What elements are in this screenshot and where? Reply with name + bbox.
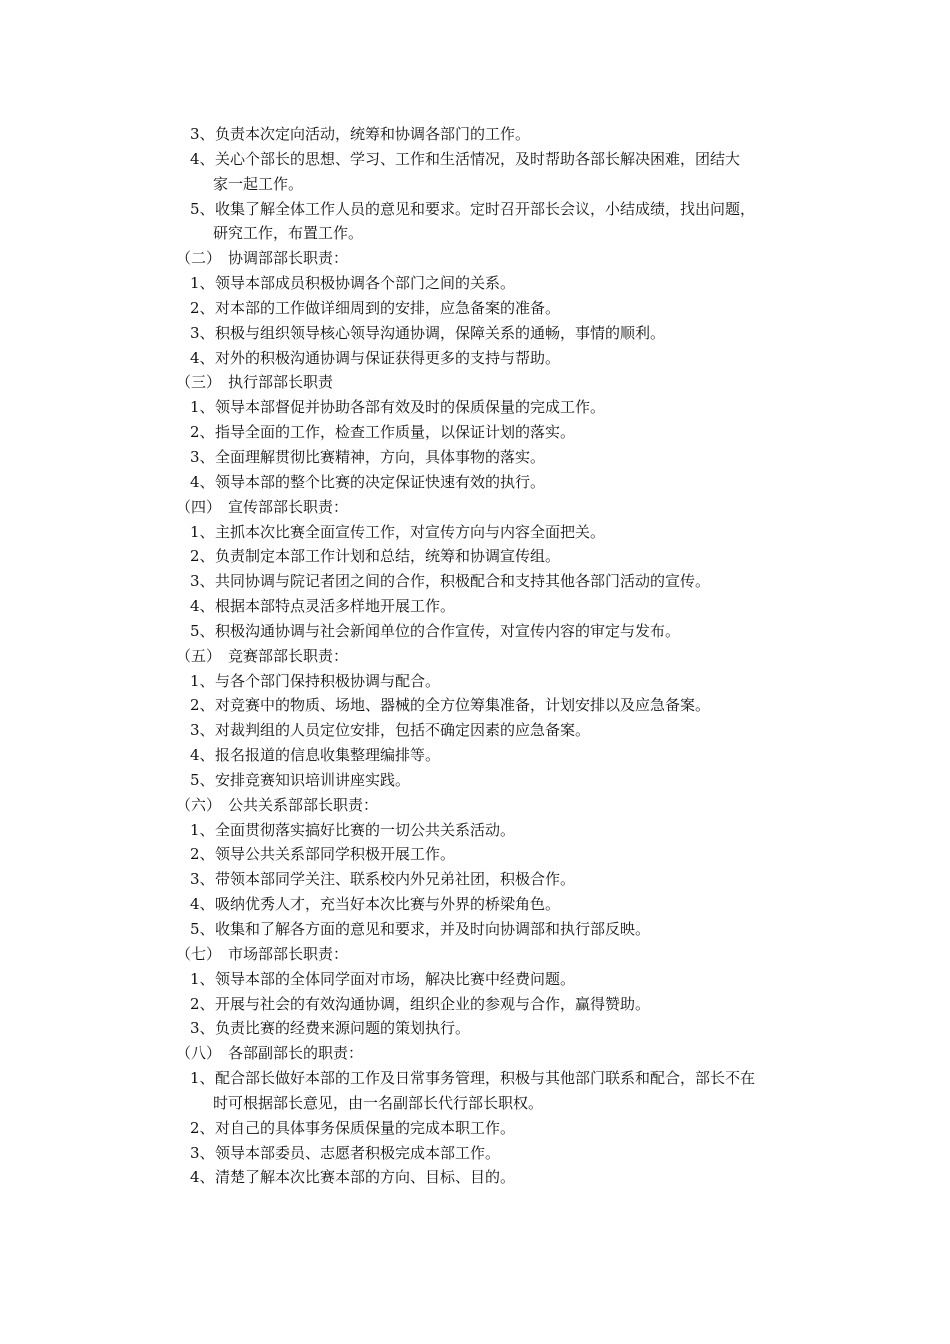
list-item-number: 3、 xyxy=(190,1019,215,1038)
list-item-number: 5、 xyxy=(190,199,215,218)
list-item-number: 3、 xyxy=(190,1143,215,1162)
list-item-number: 1、 xyxy=(190,1069,215,1088)
list-item xyxy=(0,743,950,768)
list-item-text: 报名报道的信息收集整理编排等。 xyxy=(215,746,441,765)
list-item-number: 4、 xyxy=(190,149,215,168)
list-item-number: 1、 xyxy=(190,522,215,541)
list-item-text: 领导本部督促并协助各部有效及时的保质保量的完成工作。 xyxy=(215,398,606,417)
list-item xyxy=(0,1141,950,1166)
list-item-text: 根据本部特点灵活多样地开展工作。 xyxy=(215,597,456,616)
list-item xyxy=(0,693,950,718)
list-item-text: 领导本部的全体同学面对市场，解决比赛中经费问题。 xyxy=(215,969,576,988)
list-item-text: 领导公共关系部同学积极开展工作。 xyxy=(215,845,456,864)
list-item-number: 1、 xyxy=(190,969,215,988)
list-item-number: 3、 xyxy=(190,447,215,466)
list-item-number: 3、 xyxy=(190,125,215,143)
list-item-number: 4、 xyxy=(190,746,215,765)
list-item-text: 对本部的工作做详细周到的安排，应急备案的准备。 xyxy=(215,298,561,317)
section-heading xyxy=(0,1041,950,1066)
list-item xyxy=(0,768,950,793)
list-item xyxy=(0,147,950,172)
list-item-text: 积极与组织领导核心领导沟通协调，保障关系的通畅，事情的顺利。 xyxy=(215,323,666,342)
list-item-number: 4、 xyxy=(190,895,215,914)
list-item-number: 1、 xyxy=(190,398,215,417)
list-item-number: 1、 xyxy=(190,671,215,690)
list-item xyxy=(0,1165,950,1190)
list-item xyxy=(0,867,950,892)
list-item xyxy=(0,544,950,569)
list-item xyxy=(0,1016,950,1041)
list-item-text: 对外的积极沟通协调与保证获得更多的支持与帮助。 xyxy=(215,348,561,367)
list-item-number: 2、 xyxy=(190,1118,215,1137)
section-title: 执行部部长职责 xyxy=(228,373,334,392)
list-item xyxy=(0,569,950,594)
list-item xyxy=(0,619,950,644)
list-item-number: 4、 xyxy=(190,348,215,367)
list-item-text: 主抓本次比赛全面宣传工作，对宣传方向与内容全面把关。 xyxy=(215,522,606,541)
list-item-text: 带领本部同学关注、联系校内外兄弟社团，积极合作。 xyxy=(215,870,576,889)
section-number: （八） xyxy=(176,1044,222,1063)
list-item-text: 负责比赛的经费来源问题的策划执行。 xyxy=(215,1019,471,1038)
list-item-number: 5、 xyxy=(190,770,215,789)
list-item-text: 收集和了解各方面的意见和要求，并及时向协调部和执行部反映。 xyxy=(215,920,651,938)
list-item-number: 4、 xyxy=(190,472,215,491)
section-title: 宣传部部长职责： xyxy=(228,497,349,516)
list-item xyxy=(0,122,950,147)
list-item xyxy=(0,271,950,296)
list-item xyxy=(0,842,950,867)
list-item-number: 2、 xyxy=(190,298,215,317)
list-item xyxy=(0,1066,950,1091)
list-item xyxy=(0,718,950,743)
list-item-number: 2、 xyxy=(190,994,215,1013)
list-item xyxy=(0,818,950,843)
list-item-text: 关心个部长的思想、学习、工作和生活情况，及时帮助各部长解决困难，团结大 xyxy=(215,149,741,168)
list-item xyxy=(0,992,950,1017)
list-item-text: 负责制定本部工作计划和总结，统筹和协调宣传组。 xyxy=(215,547,561,566)
list-item xyxy=(0,395,950,420)
list-item-text: 吸纳优秀人才，充当好本次比赛与外界的桥梁角色。 xyxy=(215,895,561,914)
list-item xyxy=(0,1116,950,1141)
list-item-number: 4、 xyxy=(190,597,215,616)
section-number: （二） xyxy=(176,249,222,268)
list-item-number: 5、 xyxy=(190,621,215,640)
list-item xyxy=(0,470,950,495)
list-item-number: 2、 xyxy=(190,696,215,715)
list-item-number: 3、 xyxy=(190,721,215,740)
list-item xyxy=(0,520,950,545)
list-item-text: 领导本部成员积极协调各个部门之间的关系。 xyxy=(215,274,516,293)
list-item xyxy=(0,669,950,694)
section-title: 各部副部长的职责： xyxy=(228,1044,364,1063)
list-item-text: 共同协调与院记者团之间的合作，积极配合和支持其他各部门活动的宣传。 xyxy=(215,572,711,591)
list-item-text: 与各个部门保持积极协调与配合。 xyxy=(215,671,441,690)
list-item-number: 1、 xyxy=(190,274,215,293)
section-heading xyxy=(0,942,950,967)
list-item-text: 配合部长做好本部的工作及日常事务管理，积极与其他部门联系和配合，部长不在 xyxy=(215,1069,756,1088)
list-item-text: 积极沟通协调与社会新闻单位的合作宣传，对宣传内容的审定与发布。 xyxy=(215,621,681,640)
list-item-text: 全面贯彻落实搞好比赛的一切公共关系活动。 xyxy=(215,820,516,839)
continuation-text: 研究工作，布置工作。 xyxy=(213,224,364,243)
section-number: （五） xyxy=(176,646,222,665)
list-item-text: 清楚了解本次比赛本部的方向、目标、目的。 xyxy=(215,1168,516,1187)
list-item-number: 2、 xyxy=(190,547,215,566)
list-item-text: 领导本部的整个比赛的决定保证快速有效的执行。 xyxy=(215,472,546,491)
list-item-text: 对自己的具体事务保质保量的完成本职工作。 xyxy=(215,1118,516,1137)
list-item-text: 指导全面的工作，检查工作质量，以保证计划的落实。 xyxy=(215,423,576,442)
list-item xyxy=(0,445,950,470)
section-title: 协调部部长职责： xyxy=(228,249,349,268)
list-item-continuation xyxy=(0,172,950,197)
document-body xyxy=(0,122,950,1190)
list-item xyxy=(0,420,950,445)
list-item-text: 全面理解贯彻比赛精神，方向，具体事物的落实。 xyxy=(215,447,546,466)
list-item-text: 开展与社会的有效沟通协调，组织企业的参观与合作，赢得赞助。 xyxy=(215,994,651,1013)
list-item-text: 领导本部委员、志愿者积极完成本部工作。 xyxy=(215,1143,501,1162)
list-item xyxy=(0,321,950,346)
list-item-number: 1、 xyxy=(190,820,215,839)
section-number: （四） xyxy=(176,497,222,516)
section-number: （三） xyxy=(176,373,222,392)
list-item-number: 2、 xyxy=(190,845,215,864)
list-item-text: 安排竞赛知识培训讲座实践。 xyxy=(215,770,411,789)
section-title: 竞赛部部长职责： xyxy=(228,646,349,665)
list-item xyxy=(0,346,950,371)
section-heading xyxy=(0,793,950,818)
section-heading xyxy=(0,644,950,669)
list-item-text: 负责本次定向活动，统筹和协调各部门的工作。 xyxy=(215,125,531,143)
list-item-number: 3、 xyxy=(190,572,215,591)
section-title: 公共关系部部长职责： xyxy=(228,795,379,814)
list-item-continuation xyxy=(0,1091,950,1116)
list-item xyxy=(0,197,950,222)
list-item-number: 3、 xyxy=(190,323,215,342)
section-number: （六） xyxy=(176,795,222,814)
list-item-text: 收集了解全体工作人员的意见和要求。定时召开部长会议，小结成绩，找出问题， xyxy=(215,199,756,218)
section-number: （七） xyxy=(176,944,222,963)
section-title: 市场部部长职责： xyxy=(228,944,349,963)
list-item-number: 3、 xyxy=(190,870,215,889)
continuation-text: 时可根据部长意见，由一名副部长代行部长职权。 xyxy=(213,1093,544,1112)
section-heading xyxy=(0,370,950,395)
list-item xyxy=(0,917,950,942)
list-item xyxy=(0,967,950,992)
list-item-number: 2、 xyxy=(190,423,215,442)
continuation-text: 家一起工作。 xyxy=(213,174,304,193)
list-item-continuation xyxy=(0,221,950,246)
list-item-number: 5、 xyxy=(190,920,215,938)
list-item-number: 4、 xyxy=(190,1168,215,1187)
list-item-text: 对裁判组的人员定位安排，包括不确定因素的应急备案。 xyxy=(215,721,591,740)
list-item-text: 对竞赛中的物质、场地、器械的全方位筹集准备，计划安排以及应急备案。 xyxy=(215,696,711,715)
section-heading xyxy=(0,246,950,271)
list-item xyxy=(0,892,950,917)
list-item xyxy=(0,594,950,619)
list-item xyxy=(0,296,950,321)
section-heading xyxy=(0,495,950,520)
